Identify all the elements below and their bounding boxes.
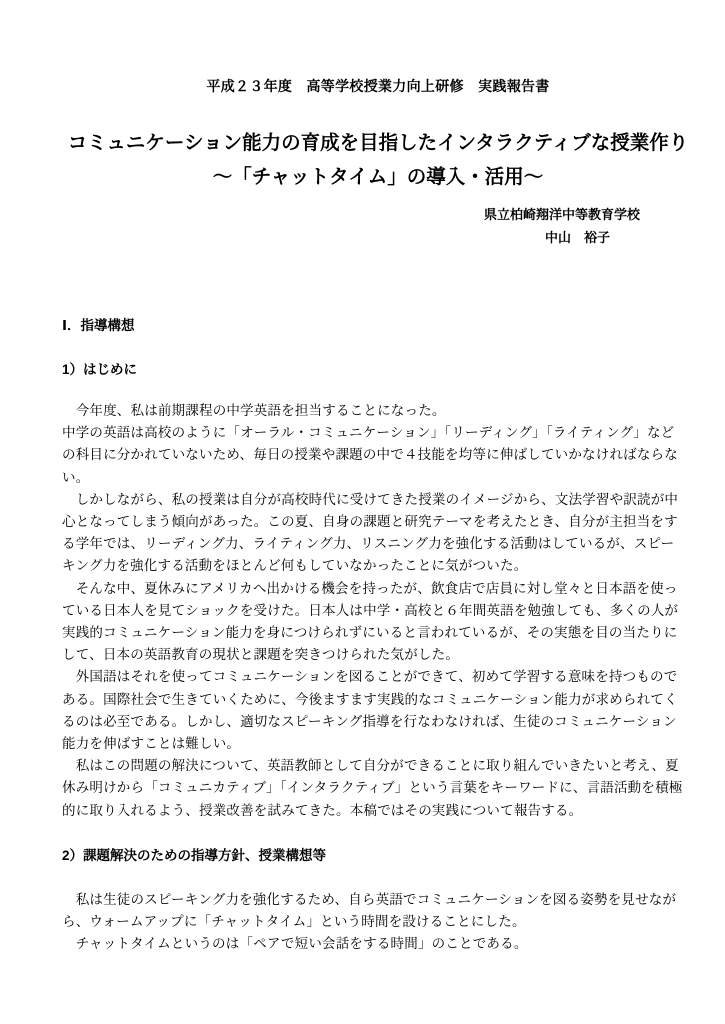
body-text-line: して、日本の英語教育の現状と課題を突きつけられた気がした。 [62,647,460,663]
body-text-line: ある。国際社会で生きていくために、今後ますます実践的なコミュニケーション能力が求められてく [62,691,678,707]
body-text-line: キング力を強化する活動をほとんど何もしていなかったことに気がついた。 [62,558,528,574]
body-text-line: 今年度、私は前期課程の中学英語を担当することになった。 [62,403,446,418]
body-text-line: るのは必至である。しかし、適切なスピーキング指導を行なわなければ、生徒のコミュニケーション [62,713,677,729]
body-text-line: 的に取り入れるよう、授業改善を試みてきた。本稿ではその実践について報告する。 [62,802,583,818]
report-header: 平成２３年度 高等学校授業力向上研修 実践報告書 [206,78,550,94]
body-text-line: 休み明けから「コミュニカティブ」「インタラクティブ」という言葉をキーワードに、言語活動を積極 [62,780,683,796]
body-text-line: 私は生徒のスピーキング力を強化するため、自ら英語でコミュニケーションを図る姿勢を見せなが [62,891,677,907]
body-text-line: しかしながら、私の授業は自分が高校時代に受けてきた授業のイメージから、文法学習や訳読が中 [62,491,679,507]
body-text-line: 外国語はそれを使ってコミュニケーションを図ることができて、初めて学習する意味を持つもので [62,669,678,685]
document-title: コミュニケーション能力の育成を目指したインタラクティブな授業作り [67,132,689,154]
body-text-line: 心となってしまう傾向があった。この夏、自身の課題と研究テーマを考えたとき、自分が主担当をす [62,514,678,530]
body-text-line: ら、ウォームアップに「チャットタイム」という時間を設けることにした。 [62,914,526,930]
school-name: 県立柏崎翔洋中等教育学校 [483,207,640,222]
body-text-line: そんな中、夏休みにアメリカへ出かける機会を持ったが、飲食店で店員に対し堂々と日本語を使っ [62,580,678,596]
body-text-line: の科目に分かれていないため、毎日の授業や課題の中で４技能を均等に伸ばしていかなければならな [62,447,678,463]
body-text-line: ている日本人を見てショックを受けた。日本人は中学・高校と６年間英語を勉強しても、多くの人が [62,602,679,618]
subsection-1-heading: 1）はじめに [62,362,138,377]
body-text-line: 実践的コミュニケーション能力を身につけられずにいると言われているが、その実態を目の当たりに [62,625,678,641]
author-block [62,203,694,249]
subsection-2-heading: 2）課題解決のための指導方針、授業構想等 [62,847,327,863]
body-text-line: チャットタイムというのは「ペアで短い会話をする時間」のことである。 [62,936,528,952]
section-1-heading: Ⅰ．指導構想 [62,318,135,333]
subsection-2-body [62,889,694,956]
body-text-line: 能力を伸ばすことは難しい。 [62,736,241,752]
body-text-line: 中学の英語は高校のように「オーラル・コミュニケーション」「リーディング」「ライティング」など [62,425,675,441]
body-text-line: い。 [62,469,90,485]
body-text-line: 私はこの問題の解決について、英語教師として自分ができることに取り組んでいきたいと考え、夏 [62,758,679,774]
document-title-block [62,126,694,194]
author-name: 中山 裕子 [544,230,610,245]
body-text-line: る学年では、リーディング力、ライティング力、リスニング力を強化する活動はしているが、スピー [62,536,675,552]
document-subtitle: ～「チャットタイム」の導入・活用～ [212,166,544,188]
subsection-1-body [62,400,694,822]
